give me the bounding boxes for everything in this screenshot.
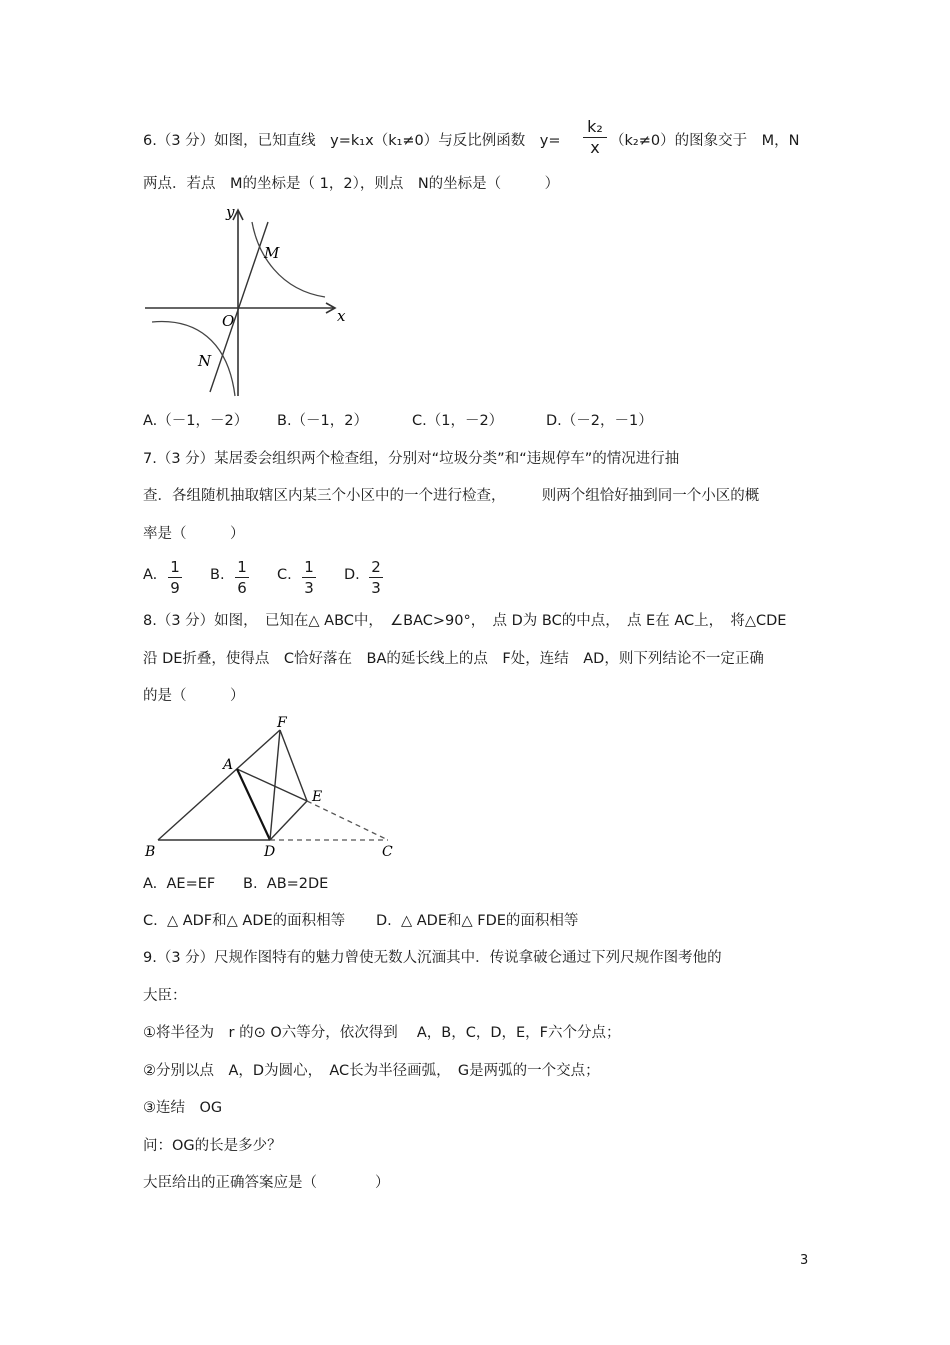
q6-option-c: C.（1，－2） [412, 413, 504, 429]
q6-option-d: D.（－2，－1） [546, 413, 653, 429]
q6-frac-den: x [590, 138, 600, 157]
q7-option-d-bar [369, 577, 383, 578]
q8-line1: 8.（3 分）如图， 已知在△ ABC中， ∠BAC>90°， 点 D为 BC的中点， 点 E在 AC上， 将△CDE [143, 613, 787, 629]
q9-step1: ①将半径为 r 的⊙ O六等分，依次得到 A，B，C，D，E，F六个分点； [143, 1025, 621, 1041]
q9-line2: 大臣： [143, 988, 187, 1004]
q9-step2: ②分别以点 A，D为圆心， AC长为半径画弧， G是两弧的一个交点； [143, 1063, 600, 1079]
q8-label-d: D [264, 844, 276, 860]
q6-line1: 6.（3 分）如图，已知直线 y=k₁x（k₁≠0）与反比例函数 y= [143, 133, 561, 149]
q6-label-m: M [264, 244, 280, 262]
q6-option-b: B.（－1，2） [277, 413, 369, 429]
q9-answer: 大臣给出的正确答案应是（ ） [143, 1175, 390, 1191]
q8-line2: 沿 DE折叠，使得点 C恰好落在 BA的延长线上的点 F处，连结 AD，则下列结论不一定正确 [143, 651, 764, 667]
q6-graph [140, 200, 355, 400]
q8-line3: 的是（ ） [143, 688, 245, 704]
q7-option-d-den: 3 [371, 579, 381, 597]
q7-option-a-fraction [168, 558, 182, 597]
q8-option-b: B. AB=2DE [243, 876, 329, 892]
q8-triangle-figure [140, 712, 400, 862]
q6-frac-num: k₂ [587, 117, 603, 136]
q8-label-e: E [312, 789, 323, 805]
q9-question: 问：OG的长是多少？ [143, 1138, 282, 1154]
q7-option-c-label: C. [277, 567, 292, 583]
q7-option-b-bar [235, 577, 249, 578]
q6-line2: 两点．若点 M的坐标是（ 1，2），则点 N的坐标是（ ） [143, 176, 560, 192]
q6-label-x: x [337, 307, 346, 325]
q7-option-c-fraction [302, 558, 316, 597]
q8-label-a: A [223, 757, 234, 773]
q6-fraction [583, 118, 607, 157]
q7-option-a-label: A. [143, 567, 158, 583]
q6-label-y: y [226, 203, 235, 221]
q8-label-c: C [382, 844, 393, 860]
q7-line1: 7.（3 分）某居委会组织两个检查组，分别对“垃圾分类”和“违规停车”的情况进行抽 [143, 451, 680, 467]
q7-option-c-num: 1 [304, 558, 314, 576]
q7-option-c-den: 3 [304, 579, 314, 597]
q8-option-a: A. AE=EF [143, 876, 216, 892]
q8-segment-ad [237, 769, 270, 840]
q7-line3: 率是（ ） [143, 526, 245, 542]
q7-option-b-num: 1 [237, 558, 247, 576]
q6-hyperbola-branch-1 [252, 222, 325, 297]
q9-line1: 9.（3 分）尺规作图特有的魅力曾使无数人沉湎其中．传说拿破仑通过下列尺规作图考他的 [143, 950, 722, 966]
q7-option-b-den: 6 [237, 579, 247, 597]
q7-option-d-num: 2 [371, 558, 381, 576]
q8-label-f: F [277, 715, 287, 731]
q6-hyperbola-branch-2 [152, 322, 235, 396]
q7-option-b-fraction [235, 558, 249, 597]
q8-segment-ec [307, 801, 388, 840]
q7-option-a-den: 9 [170, 579, 180, 597]
q8-label-b: B [145, 844, 156, 860]
q8-option-d: D. △ ADE和△ FDE的面积相等 [376, 913, 579, 929]
q8-option-c: C. △ ADF和△ ADE的面积相等 [143, 913, 346, 929]
q6-label-n: N [198, 352, 212, 370]
q7-option-a-bar [168, 577, 182, 578]
q8-segment-de [270, 801, 307, 840]
q7-option-c-bar [302, 577, 316, 578]
page-number: 3 [800, 1253, 809, 1268]
q7-option-a-num: 1 [170, 558, 180, 576]
q9-step3: ③连结 OG [143, 1100, 223, 1116]
q7-line2: 查．各组随机抽取辖区内某三个小区中的一个进行检查， 则两个组恰好抽到同一个小区的概 [143, 488, 760, 504]
q6-label-o: O [222, 312, 235, 330]
q7-option-b-label: B. [210, 567, 225, 583]
q6-option-a: A.（－1，－2） [143, 413, 249, 429]
q6-line1-tail: （k₂≠0）的图象交于 M，N [610, 133, 800, 149]
q7-option-d-label: D. [344, 567, 360, 583]
q7-option-d-fraction [369, 558, 383, 597]
